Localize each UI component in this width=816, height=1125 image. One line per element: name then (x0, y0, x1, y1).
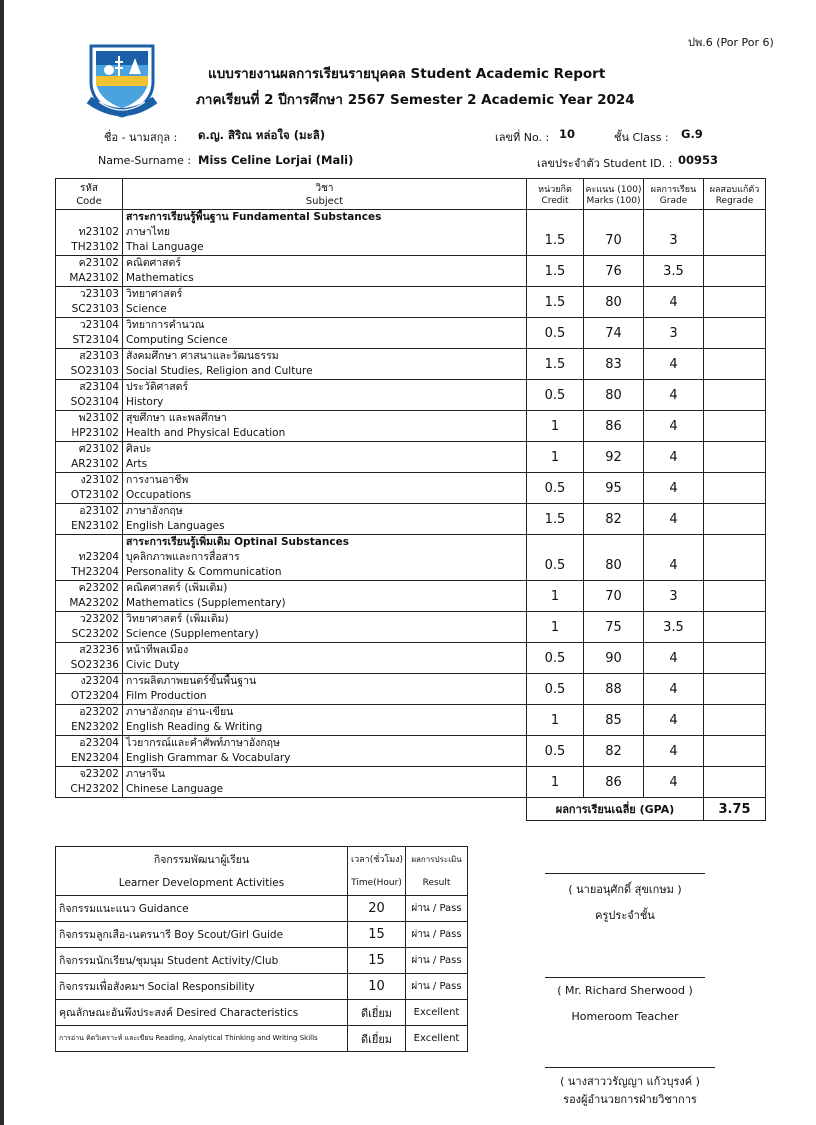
class-value: G.9 (681, 127, 703, 141)
signature-2-name: ( Mr. Richard Sherwood ) (557, 984, 693, 997)
activity-name: คุณลักษณะอันพึงประสงค์ Desired Characteristics (56, 1000, 348, 1026)
subject-name-th: สุขศึกษา และพลศึกษา (126, 412, 227, 424)
marks-cell: 70 (584, 581, 644, 612)
activity-name: กิจกรรมนักเรียน/ชุมนุม Student Activity/Club (56, 948, 348, 974)
subject-name-en: Science (126, 303, 167, 315)
activities-table (55, 846, 468, 1052)
marks-cell: 80 (584, 380, 644, 411)
subject-name-en: Arts (126, 458, 148, 470)
activity-time: ดีเยี่ยม (348, 1026, 406, 1052)
time-header-en: Time(Hour) (348, 871, 406, 896)
subject-code-en: AR23102 (71, 458, 119, 470)
subject-code-en: EN23102 (71, 520, 119, 532)
subject-name-th: สังคมศึกษา ศาสนาและวัฒนธรรม (126, 350, 279, 362)
credit-cell: 0.5 (527, 318, 584, 349)
subject-code-th: จ23202 (79, 768, 119, 780)
marks-cell: 80 (584, 535, 644, 581)
grade-cell: 4 (644, 380, 704, 411)
marks-cell: 90 (584, 643, 644, 674)
subject-name-cell (123, 581, 527, 612)
student-id-value: 00953 (678, 153, 719, 167)
subject-code-en: SC23202 (71, 628, 119, 640)
subject-name-th: วิทยาศาสตร์ (เพิ่มเติม) (126, 613, 229, 625)
activity-result: ผ่าน / Pass (406, 974, 468, 1000)
regrade-cell (704, 256, 766, 287)
subject-name-th: ประวัติศาสตร์ (126, 381, 189, 393)
grade-cell: 3 (644, 581, 704, 612)
credit-header: หน่วยกิต Credit (527, 179, 584, 210)
marks-cell: 70 (584, 210, 644, 256)
subject-name-th: บุคลิกภาพและการสื่อสาร (126, 551, 240, 563)
number-label: เลขที่ No. : (495, 131, 550, 144)
subject-code-cell (56, 705, 123, 736)
table-row (56, 767, 766, 798)
subject-code-th: ศ23102 (78, 443, 119, 455)
credit-cell: 0.5 (527, 380, 584, 411)
credit-cell: 1 (527, 705, 584, 736)
marks-cell: 74 (584, 318, 644, 349)
activity-result: Excellent (406, 1000, 468, 1026)
credit-cell: 1.5 (527, 210, 584, 256)
table-row (56, 318, 766, 349)
marks-cell: 83 (584, 349, 644, 380)
regrade-cell (704, 442, 766, 473)
class-label: ชั้น Class : (614, 131, 669, 144)
subject-code-cell (56, 581, 123, 612)
credit-cell: 1 (527, 411, 584, 442)
name-en-value: Miss Celine Lorjai (Mali) (198, 153, 354, 167)
subject-code-th: ค23102 (78, 257, 119, 269)
table-row (56, 256, 766, 287)
subject-code-th: อ23102 (79, 505, 119, 517)
grade-cell: 4 (644, 767, 704, 798)
subject-name-th: หน้าที่พลเมือง (126, 644, 189, 656)
credit-cell: 0.5 (527, 535, 584, 581)
subject-name-cell (123, 767, 527, 798)
subject-name-en: Health and Physical Education (126, 427, 286, 439)
table-row (56, 380, 766, 411)
time-header-th: เวลา(ชั่วโมง) (348, 847, 406, 872)
subject-name-cell (123, 473, 527, 504)
grades-table-body (56, 179, 766, 821)
subject-name-th: ภาษาอังกฤษ (126, 505, 183, 517)
activity-row (56, 1000, 468, 1026)
marks-cell: 82 (584, 736, 644, 767)
gpa-spacer (56, 798, 527, 821)
report-title: แบบรายงานผลการเรียนรายบุคคล Student Academic Report (208, 66, 606, 82)
subject-name-cell (123, 256, 527, 287)
name-th-label: ชื่อ - นามสกุล : (104, 131, 178, 144)
subject-name-en: Social Studies, Religion and Culture (126, 365, 313, 377)
subject-name-cell (123, 442, 527, 473)
number-value: 10 (559, 127, 576, 141)
grade-cell: 4 (644, 287, 704, 318)
regrade-cell (704, 535, 766, 581)
grade-cell: 3 (644, 210, 704, 256)
subject-code-en: EN23204 (71, 752, 119, 764)
grade-cell: 4 (644, 442, 704, 473)
signature-1-role: ครูประจำชั้น (595, 909, 655, 922)
subject-code-cell (56, 674, 123, 705)
regrade-cell (704, 473, 766, 504)
subject-code-en: OT23204 (70, 690, 119, 702)
subject-name-cell (123, 612, 527, 643)
marks-cell: 88 (584, 674, 644, 705)
subject-code-th: ส23236 (79, 644, 119, 656)
activity-result: ผ่าน / Pass (406, 948, 468, 974)
signature-line-1 (545, 873, 705, 874)
activity-time: 10 (348, 974, 406, 1000)
activities-header-row-2 (56, 871, 468, 896)
regrade-cell (704, 411, 766, 442)
regrade-cell (704, 767, 766, 798)
credit-cell: 1.5 (527, 287, 584, 318)
subject-code-en: MA23202 (69, 597, 119, 609)
table-row (56, 612, 766, 643)
subject-code-en: HP23102 (71, 427, 119, 439)
credit-cell: 1.5 (527, 504, 584, 535)
credit-cell: 1 (527, 442, 584, 473)
marks-cell: 80 (584, 287, 644, 318)
marks-cell: 95 (584, 473, 644, 504)
subject-name-th: ภาษาจีน (126, 768, 165, 780)
table-row (56, 705, 766, 736)
regrade-cell (704, 380, 766, 411)
subject-code-th: ว23202 (79, 613, 119, 625)
subject-name-cell (123, 318, 527, 349)
activity-name: กิจกรรมลูกเสือ-เนตรนารี Boy Scout/Girl Guide (56, 922, 348, 948)
subject-code-th: ง23204 (80, 675, 119, 687)
subject-name-th: ไวยากรณ์และคำศัพท์ภาษาอังกฤษ (126, 737, 280, 749)
subject-code-cell (56, 643, 123, 674)
table-row (56, 473, 766, 504)
subject-code-th: ส23103 (79, 350, 119, 362)
activities-header-en: Learner Development Activities (56, 871, 348, 896)
subject-name-th: ภาษาไทย (126, 226, 170, 238)
code-header: รหัส Code (56, 179, 123, 210)
subject-code-en: EN23202 (71, 721, 119, 733)
activity-result: ผ่าน / Pass (406, 896, 468, 922)
activity-name: กิจกรรมเพื่อสังคมฯ Social Responsibility (56, 974, 348, 1000)
subject-name-cell (123, 736, 527, 767)
subject-name-en: Computing Science (126, 334, 228, 346)
subject-code-th: ว23103 (79, 288, 119, 300)
subject-name-cell (123, 210, 527, 256)
regrade-cell (704, 318, 766, 349)
subject-name-en: English Reading & Writing (126, 721, 263, 733)
grade-cell: 4 (644, 643, 704, 674)
subject-name-cell (123, 643, 527, 674)
regrade-cell (704, 674, 766, 705)
regrade-cell (704, 612, 766, 643)
regrade-cell (704, 210, 766, 256)
gpa-value: 3.75 (704, 798, 766, 821)
subject-code-cell (56, 473, 123, 504)
subject-code-cell (56, 210, 123, 256)
subject-name-cell (123, 705, 527, 736)
subject-name-th: คณิตศาสตร์ (126, 257, 182, 269)
subject-name-en: Civic Duty (126, 659, 180, 671)
section-title: สาระการเรียนรู้พื้นฐาน Fundamental Substances (126, 211, 382, 223)
subject-name-cell (123, 674, 527, 705)
subject-name-en: Mathematics (Supplementary) (126, 597, 286, 609)
activity-name: การอ่าน คิดวิเคราะห์ และเขียน Reading, Analytical Thinking and Writing Skills (56, 1026, 348, 1052)
grade-cell: 3.5 (644, 256, 704, 287)
subject-header: วิชา Subject (123, 179, 527, 210)
activity-row (56, 948, 468, 974)
subject-name-en: Occupations (126, 489, 192, 501)
subject-name-th: คณิตศาสตร์ (เพิ่มเติม) (126, 582, 228, 594)
student-id-label: เลขประจำตัว Student ID. : (537, 157, 673, 170)
page-edge-shadow (0, 0, 4, 1125)
subject-code-en: TH23204 (71, 566, 119, 578)
table-row (56, 504, 766, 535)
subject-code-th: ท23204 (78, 551, 119, 563)
activities-table-body (56, 847, 468, 1052)
name-th-value: ด.ญ. สิริณ หล่อใจ (มะลิ) (198, 128, 326, 142)
subject-code-en: SO23104 (70, 396, 119, 408)
activity-time: ดีเยี่ยม (348, 1000, 406, 1026)
subject-code-en: SO23236 (70, 659, 119, 671)
activity-row (56, 896, 468, 922)
subject-name-en: English Grammar & Vocabulary (126, 752, 291, 764)
form-code: ปพ.6 (Por Por 6) (688, 36, 774, 49)
subject-name-cell (123, 349, 527, 380)
regrade-cell (704, 287, 766, 318)
signature-1-name: ( นายอนุศักดิ์ สุขเกษม ) (568, 883, 682, 896)
subject-code-cell (56, 318, 123, 349)
subject-code-cell (56, 736, 123, 767)
marks-cell: 76 (584, 256, 644, 287)
gpa-label: ผลการเรียนเฉลี่ย (GPA) (527, 798, 704, 821)
report-subtitle: ภาคเรียนที่ 2 ปีการศึกษา 2567 Semester 2 Academic Year 2024 (196, 92, 635, 108)
name-en-label: Name-Surname : (98, 154, 192, 167)
subject-code-th: ท23102 (78, 226, 119, 238)
table-row (56, 674, 766, 705)
regrade-header: ผลสอบแก้ตัว Regrade (704, 179, 766, 210)
credit-cell: 1.5 (527, 256, 584, 287)
activity-result: ผ่าน / Pass (406, 922, 468, 948)
subject-code-cell (56, 504, 123, 535)
subject-code-th: ว23104 (79, 319, 119, 331)
subject-name-th: วิทยาศาสตร์ (126, 288, 183, 300)
section-title: สาระการเรียนรู้เพิ่มเติม Optinal Substances (126, 536, 349, 548)
signature-3-role: รองผู้อำนวยการฝ่ายวิชาการ (563, 1093, 697, 1106)
signature-line-3 (545, 1067, 715, 1068)
subject-name-th: การงานอาชีพ (126, 474, 189, 486)
subject-name-cell (123, 411, 527, 442)
marks-cell: 86 (584, 411, 644, 442)
regrade-cell (704, 736, 766, 767)
subject-code-cell (56, 535, 123, 581)
grade-cell: 4 (644, 674, 704, 705)
grade-cell: 3 (644, 318, 704, 349)
subject-name-cell (123, 380, 527, 411)
school-emblem-logo (85, 42, 159, 118)
credit-cell: 1 (527, 612, 584, 643)
activity-time: 15 (348, 948, 406, 974)
subject-name-en: Thai Language (126, 241, 204, 253)
subject-name-en: Personality & Communication (126, 566, 282, 578)
table-row (56, 210, 766, 256)
marks-cell: 92 (584, 442, 644, 473)
grade-cell: 4 (644, 473, 704, 504)
grade-cell: 4 (644, 736, 704, 767)
subject-code-cell (56, 767, 123, 798)
grade-cell: 4 (644, 349, 704, 380)
marks-cell: 86 (584, 767, 644, 798)
subject-code-cell (56, 380, 123, 411)
subject-code-cell (56, 287, 123, 318)
credit-cell: 0.5 (527, 643, 584, 674)
signature-2-role: Homeroom Teacher (571, 1010, 679, 1023)
grade-cell: 4 (644, 535, 704, 581)
subject-name-en: English Languages (126, 520, 225, 532)
subject-code-cell (56, 612, 123, 643)
activity-row (56, 1026, 468, 1052)
grade-cell: 4 (644, 411, 704, 442)
result-header-th: ผลการประเมิน (406, 847, 468, 872)
subject-code-th: ส23104 (79, 381, 119, 393)
regrade-cell (704, 643, 766, 674)
subject-code-en: SO23103 (70, 365, 119, 377)
subject-code-th: ค23202 (78, 582, 119, 594)
subject-name-cell (123, 535, 527, 581)
subject-name-cell (123, 287, 527, 318)
signature-3-name: ( นางสาววรัญญา แก้วบุรงค์ ) (560, 1075, 700, 1088)
grade-header: ผลการเรียน Grade (644, 179, 704, 210)
subject-code-en: OT23102 (70, 489, 119, 501)
table-row (56, 349, 766, 380)
subject-code-th: พ23102 (78, 412, 119, 424)
activities-header-th: กิจกรรมพัฒนาผู้เรียน (56, 847, 348, 872)
subject-name-en: History (126, 396, 164, 408)
subject-code-en: ST23104 (72, 334, 119, 346)
activity-name: กิจกรรมแนะแนว Guidance (56, 896, 348, 922)
grade-cell: 4 (644, 705, 704, 736)
subject-code-cell (56, 411, 123, 442)
subject-name-th: วิทยาการคำนวณ (126, 319, 205, 331)
activity-row (56, 974, 468, 1000)
table-row (56, 581, 766, 612)
regrade-cell (704, 349, 766, 380)
credit-cell: 1.5 (527, 349, 584, 380)
grade-cell: 4 (644, 504, 704, 535)
marks-cell: 85 (584, 705, 644, 736)
activity-time: 15 (348, 922, 406, 948)
subject-code-en: MA23102 (69, 272, 119, 284)
subject-name-en: Mathematics (126, 272, 194, 284)
table-row (56, 411, 766, 442)
signature-line-2 (545, 977, 705, 978)
marks-cell: 82 (584, 504, 644, 535)
subject-code-th: อ23204 (79, 737, 119, 749)
subject-name-en: Science (Supplementary) (126, 628, 259, 640)
subject-name-en: Chinese Language (126, 783, 224, 795)
regrade-cell (704, 705, 766, 736)
activity-time: 20 (348, 896, 406, 922)
regrade-cell (704, 504, 766, 535)
grades-table (55, 178, 766, 821)
table-row (56, 736, 766, 767)
subject-code-en: TH23102 (71, 241, 119, 253)
subject-name-th: ภาษาอังกฤษ อ่าน-เขียน (126, 706, 234, 718)
credit-cell: 1 (527, 767, 584, 798)
subject-code-en: CH23202 (70, 783, 119, 795)
credit-cell: 0.5 (527, 473, 584, 504)
table-row (56, 287, 766, 318)
subject-name-th: ศิลปะ (126, 443, 152, 455)
result-header-en: Result (406, 871, 468, 896)
table-row (56, 535, 766, 581)
table-row (56, 643, 766, 674)
credit-cell: 1 (527, 581, 584, 612)
subject-code-cell (56, 442, 123, 473)
credit-cell: 0.5 (527, 674, 584, 705)
marks-header: คะแนน (100) Marks (100) (584, 179, 644, 210)
activities-header-row-1 (56, 847, 468, 872)
subject-code-th: ง23102 (80, 474, 119, 486)
regrade-cell (704, 581, 766, 612)
credit-cell: 0.5 (527, 736, 584, 767)
subject-code-en: SC23103 (71, 303, 119, 315)
subject-name-cell (123, 504, 527, 535)
subject-name-th: การผลิตภาพยนตร์ขั้นพื้นฐาน (126, 675, 257, 687)
subject-name-en: Film Production (126, 690, 207, 702)
table-row (56, 442, 766, 473)
subject-code-th: อ23202 (79, 706, 119, 718)
gpa-row (56, 798, 766, 821)
grade-cell: 3.5 (644, 612, 704, 643)
marks-cell: 75 (584, 612, 644, 643)
activity-result: Excellent (406, 1026, 468, 1052)
table-header-row (56, 179, 766, 210)
subject-code-cell (56, 349, 123, 380)
activity-row (56, 922, 468, 948)
subject-code-cell (56, 256, 123, 287)
